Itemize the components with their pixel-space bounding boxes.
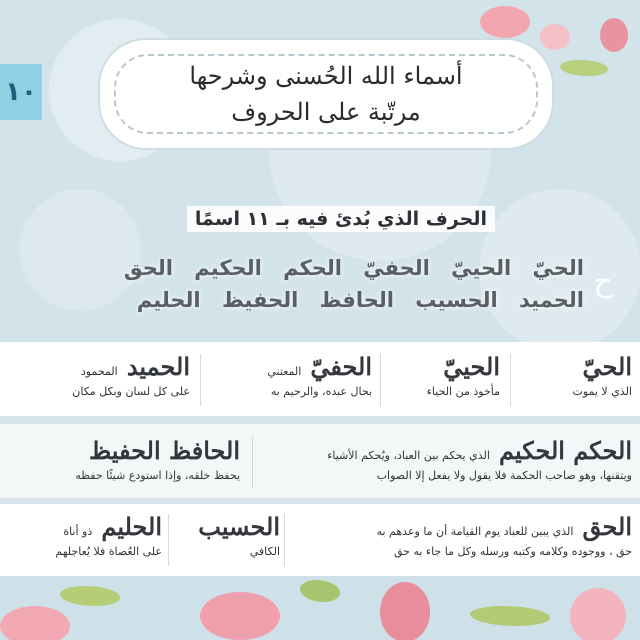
card-desc: مأخوذ من الحياء <box>426 385 500 398</box>
card-al-hakam-al-hakim <box>252 436 632 482</box>
definitions-panel-1 <box>0 342 640 416</box>
card-head: الحفيّ <box>310 352 372 381</box>
card-al-hayiyy <box>390 352 500 398</box>
card-desc: الذي لا يموت <box>572 385 632 398</box>
title-line-1: أسماء الله الحُسنى وشرحها <box>189 62 463 90</box>
card-desc: حق ، ووجوده وكلامه وكتبه ورسله وكل ما جاء به حق <box>393 545 632 558</box>
card-extra: المحمود <box>80 365 118 378</box>
divider <box>200 354 201 406</box>
divider <box>252 436 253 488</box>
divider <box>510 354 511 406</box>
section-heading-text: الحرف الذي بُدئ فيه بـ ١١ اسمًا <box>187 206 495 232</box>
card-extra: المعتني <box>267 365 302 378</box>
card-desc: يحفظ خلقه، وإذا استودع شيئًا حفظه <box>75 469 240 482</box>
card-al-haqq <box>292 512 632 558</box>
definitions-panel-3 <box>0 504 640 576</box>
card-al-hafiyy <box>222 352 372 398</box>
page-number: ١٠ <box>5 77 37 107</box>
card-extra: الذي يبين للعباد يوم القيامة أن ما وعدهم به <box>376 525 574 538</box>
card-head: الحييّ <box>443 352 500 381</box>
card-desc: على العُصاة فلا يُعاجلهم <box>55 545 162 558</box>
card-al-hafiz <box>8 436 240 482</box>
card-desc: بحال عبده، والرحيم به <box>270 385 372 398</box>
flower-decoration-bottom <box>0 576 640 640</box>
title-line-2: مرتّبة على الحروف <box>231 98 421 126</box>
names-row-2: الحميد الحسيب الحافظ الحفيظ الحليم <box>136 288 584 312</box>
divider <box>284 514 285 566</box>
divider <box>380 354 381 406</box>
title-label <box>106 46 546 142</box>
card-head: الحليم <box>101 512 162 541</box>
definitions-panel-2 <box>0 424 640 498</box>
names-row-1: الحيّ الحييّ الحفيّ الحكم الحكيم الحق <box>123 256 584 280</box>
page-number-badge <box>0 64 42 120</box>
card-al-halim <box>6 512 162 558</box>
card-desc: الكافي <box>249 545 280 558</box>
card-al-hayy <box>512 352 632 398</box>
card-extra: ذو أناة <box>63 525 93 538</box>
card-al-hasib <box>170 512 280 558</box>
card-desc: ويتقنها، وهو صاحب الحكمة فلا يقول ولا يفعل إلا الصواب <box>376 469 632 482</box>
divider <box>168 514 169 566</box>
card-head: الحميد <box>126 352 190 381</box>
card-head: الحافظ الحفيظ <box>88 436 240 465</box>
section-heading <box>150 208 495 230</box>
card-head: الحسيب <box>198 512 280 541</box>
card-desc: على كل لسان وبكل مكان <box>72 385 190 398</box>
card-head: الحكم الحكيم <box>499 436 632 465</box>
card-head: الحق <box>582 512 632 541</box>
card-al-hamid <box>10 352 190 398</box>
card-extra: الذي يحكم بين العباد، ويُحكم الأشياء <box>327 449 490 462</box>
card-head: الحيّ <box>582 352 632 381</box>
letter-glyph: ح <box>593 264 613 299</box>
